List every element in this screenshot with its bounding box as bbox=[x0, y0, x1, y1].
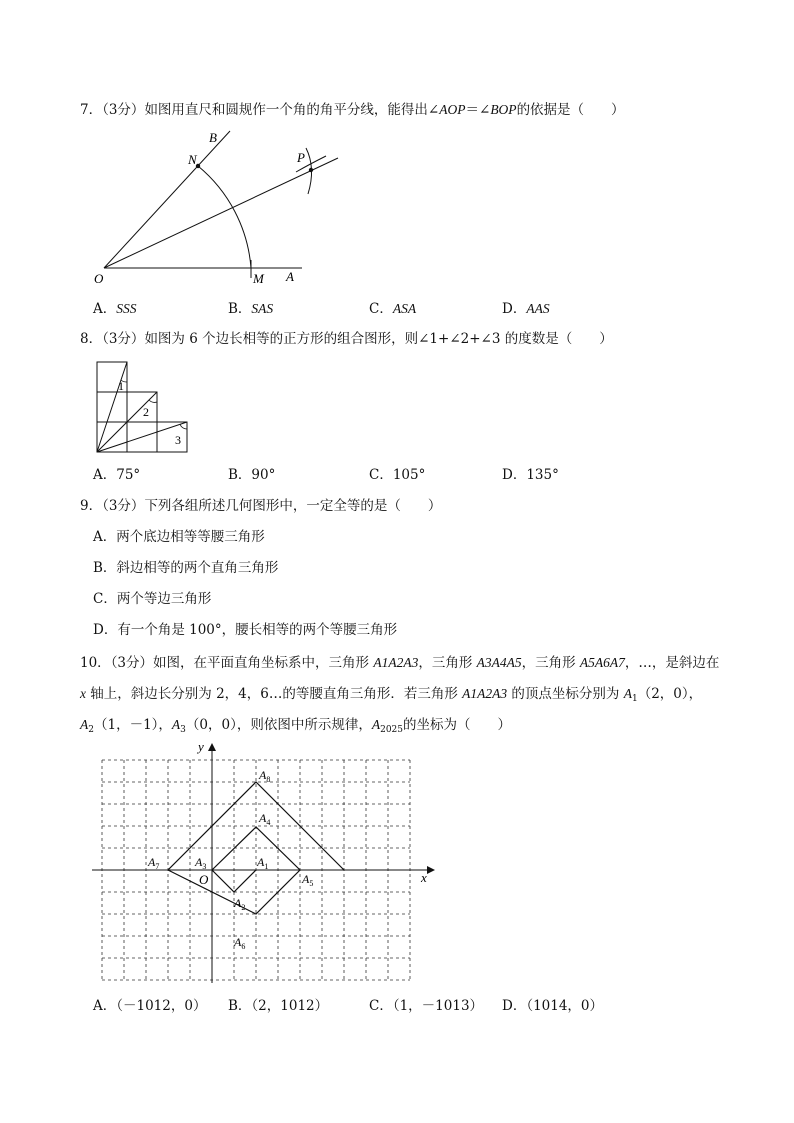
label-p: P bbox=[297, 150, 305, 165]
label-a: A bbox=[286, 269, 294, 284]
q9-option-a[interactable]: A．两个底边相等等腰三角形 bbox=[93, 529, 265, 545]
label-o: O bbox=[94, 271, 104, 286]
label-a3: $A_3$ bbox=[195, 855, 207, 871]
q8-stem: 8．（3分）如图为 6 个边长相等的正方形的组合图形，则∠1+∠2+∠3 的度数是（ ） bbox=[80, 331, 613, 347]
label-a4: $A_4$ bbox=[259, 811, 271, 827]
q7-option-b[interactable]: B．SAS bbox=[228, 301, 274, 317]
label-a6: $A_6$ bbox=[234, 935, 246, 951]
q8-option-b[interactable]: B．90° bbox=[228, 467, 276, 483]
q8-option-a[interactable]: A．75° bbox=[93, 467, 141, 483]
label-a2: $A_2$ bbox=[234, 896, 246, 912]
label-b: B bbox=[209, 130, 217, 145]
q10-stem-line-1: 10．（3分）如图，在平面直角坐标系中，三角形 A1A2A3，三角形 A3A4A5，三角形 A5A6A7，…，是斜边在 bbox=[80, 655, 720, 671]
q10-option-d[interactable]: D．（1014，0） bbox=[502, 998, 604, 1014]
q9-option-d[interactable]: D．有一个角是 100°，腰长相等的两个等腰三角形 bbox=[93, 622, 398, 638]
q10-stem-line-2: x 轴上，斜边长分别为 2，4，6…的等腰直角三角形．若三角形 A1A2A3 的顶点坐标分别为 $A_1(2$，0）， bbox=[80, 686, 703, 704]
q10-coordinate-figure bbox=[92, 735, 442, 985]
q8-figure bbox=[94, 360, 194, 456]
triangle-a1a2a3: A1A2A3 bbox=[373, 655, 419, 670]
triangle-a5a6a7: A5A6A7 bbox=[579, 655, 625, 670]
q7-option-c[interactable]: C．ASA bbox=[369, 301, 417, 317]
label-a1: $A_1$ bbox=[257, 855, 269, 871]
q10-option-c[interactable]: C．（1，－1013） bbox=[369, 998, 484, 1014]
q10-option-b[interactable]: B．（2，1012） bbox=[228, 998, 329, 1014]
label-a8: $A_8$ bbox=[259, 768, 271, 784]
q7-figure bbox=[90, 128, 350, 290]
axis-y-label: y bbox=[198, 739, 204, 754]
q7-stem: 7．（3分）如图用直尺和圆规作一个角的角平分线，能得出∠AOP＝∠BOP的依据是（ ） bbox=[80, 102, 625, 118]
origin-label: O bbox=[199, 872, 209, 887]
label-a7: $A_7$ bbox=[148, 855, 160, 871]
q7-option-d[interactable]: D．AAS bbox=[502, 301, 550, 317]
q10-stem-line-3: $A_2(1$，－1），$A_3(0$，0），则依图中所示规律，$A_{2025}$的坐标为（ ） bbox=[80, 717, 511, 735]
angle-3-label: 3 bbox=[175, 433, 181, 447]
q8-option-c[interactable]: C．105° bbox=[369, 467, 426, 483]
q9-stem: 9．（3分）下列各组所述几何图形中，一定全等的是（ ） bbox=[80, 498, 442, 514]
q7-option-a[interactable]: A．SSS bbox=[93, 301, 137, 317]
label-a5: $A_5$ bbox=[302, 872, 314, 888]
q10-option-a[interactable]: A．（－1012，0） bbox=[93, 998, 207, 1014]
q8-option-d[interactable]: D．135° bbox=[502, 467, 559, 483]
triangle-a3a4a5: A3A4A5 bbox=[476, 655, 522, 670]
q9-option-b[interactable]: B．斜边相等的两个直角三角形 bbox=[93, 560, 279, 576]
angle-1-label: 1 bbox=[118, 379, 124, 393]
axis-x-label: x bbox=[421, 870, 427, 885]
q9-option-c[interactable]: C．两个等边三角形 bbox=[93, 591, 212, 607]
label-n: N bbox=[188, 152, 197, 167]
angle-2-label: 2 bbox=[143, 405, 149, 419]
label-m: M bbox=[253, 271, 264, 286]
